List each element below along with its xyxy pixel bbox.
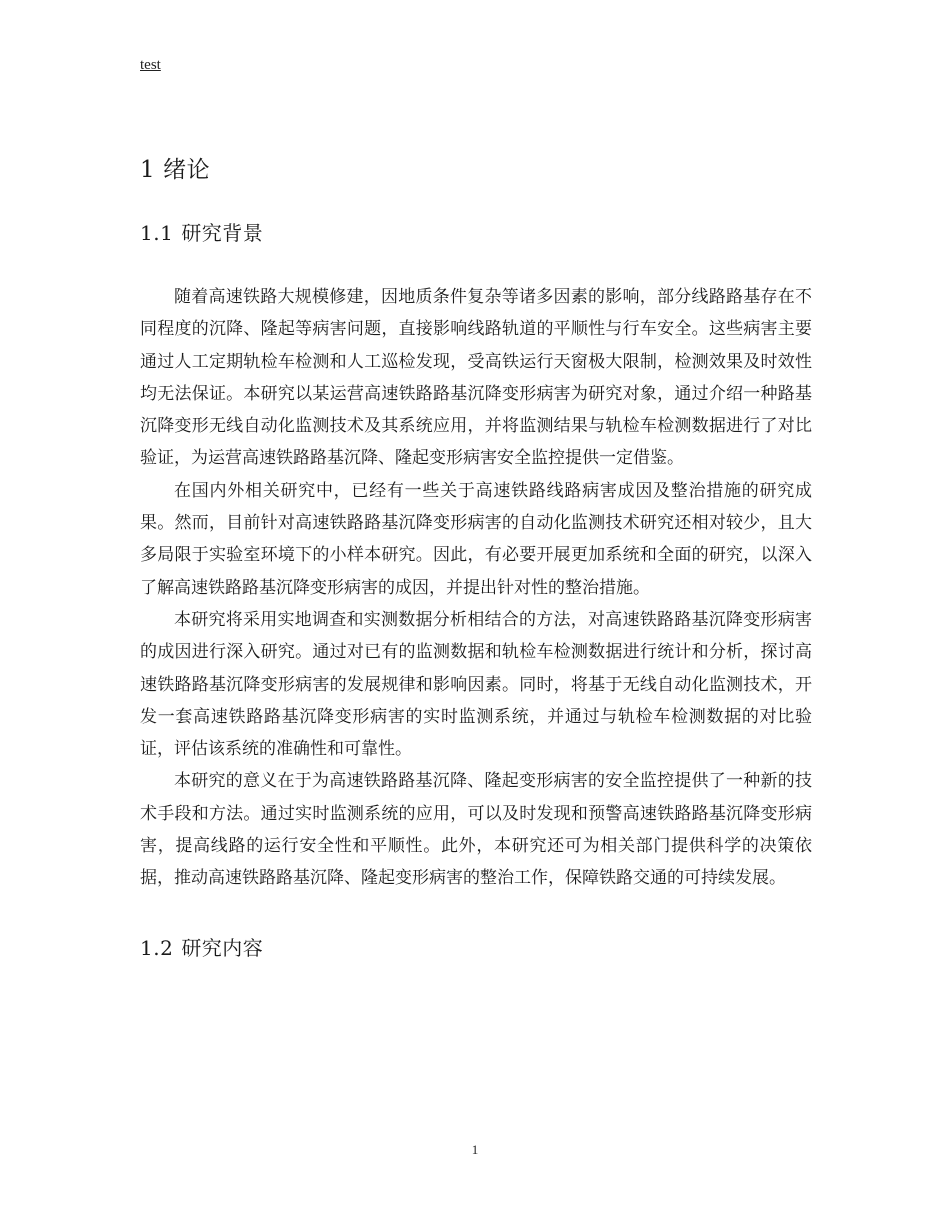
body-paragraph: 在国内外相关研究中，已经有一些关于高速铁路线路病害成因及整治措施的研究成果。然而，目前针对高速铁路路基沉降变形病害的自动化监测技术研究还相对较少，且大多局限于实验室环境下的小样本研究。因此，有必要开展更加系统和全面的研究，以深入了解高速铁路路基沉降变形病害的成因，并提出针对性的整治措施。 — [140, 480, 812, 598]
section-body — [140, 281, 812, 895]
body-paragraph: 本研究将采用实地调查和实测数据分析相结合的方法，对高速铁路路基沉降变形病害的成因进行深入研究。通过对已有的监测数据和轨检车检测数据进行统计和分析，探讨高速铁路路基沉降变形病害的发展规律和影响因素。同时，将基于无线自动化监测技术，开发一套高速铁路路基沉降变形病害的实时监测系统，并通过与轨检车检测数据的对比验证，评估该系统的准确性和可靠性。 — [140, 609, 812, 760]
section-heading-1-2 — [140, 931, 812, 965]
section-number: 1.2 — [140, 935, 174, 960]
page-header: test — [140, 57, 161, 73]
section-title: 研究背景 — [181, 221, 264, 245]
body-paragraph: 本研究的意义在于为高速铁路路基沉降、隆起变形病害的安全监控提供了一种新的技术手段和方法。通过实时监测系统的应用，可以及时发现和预警高速铁路路基沉降变形病害，提高线路的运行安全性和平顺性。此外，本研究还可为相关部门提供科学的决策依据，推动高速铁路路基沉降、隆起变形病害的整治工作，保障铁路交通的可持续发展。 — [140, 771, 812, 889]
chapter-number: 1 — [140, 157, 156, 183]
section-title: 研究内容 — [181, 935, 264, 960]
body-paragraph: 随着高速铁路大规模修建，因地质条件复杂等诸多因素的影响，部分线路路基存在不同程度的沉降、隆起等病害问题，直接影响线路轨道的平顺性与行车安全。这些病害主要通过人工定期轨检车检测和人工巡检发现，受高铁运行天窗极大限制，检测效果及时效性均无法保证。本研究以某运营高速铁路路基沉降变形病害为研究对象，通过介绍一种路基沉降变形无线自动化监测技术及其系统应用，并将监测结果与轨检车检测数据进行了对比验证，为运营高速铁路路基沉降、隆起变形病害安全监控提供一定借鉴。 — [140, 287, 812, 469]
section-number: 1.1 — [140, 221, 174, 245]
section-heading-1-1 — [140, 216, 812, 250]
page-content — [140, 150, 812, 965]
chapter-heading — [140, 150, 812, 190]
page-number: 1 — [471, 1142, 479, 1157]
chapter-title: 绪论 — [163, 157, 211, 183]
